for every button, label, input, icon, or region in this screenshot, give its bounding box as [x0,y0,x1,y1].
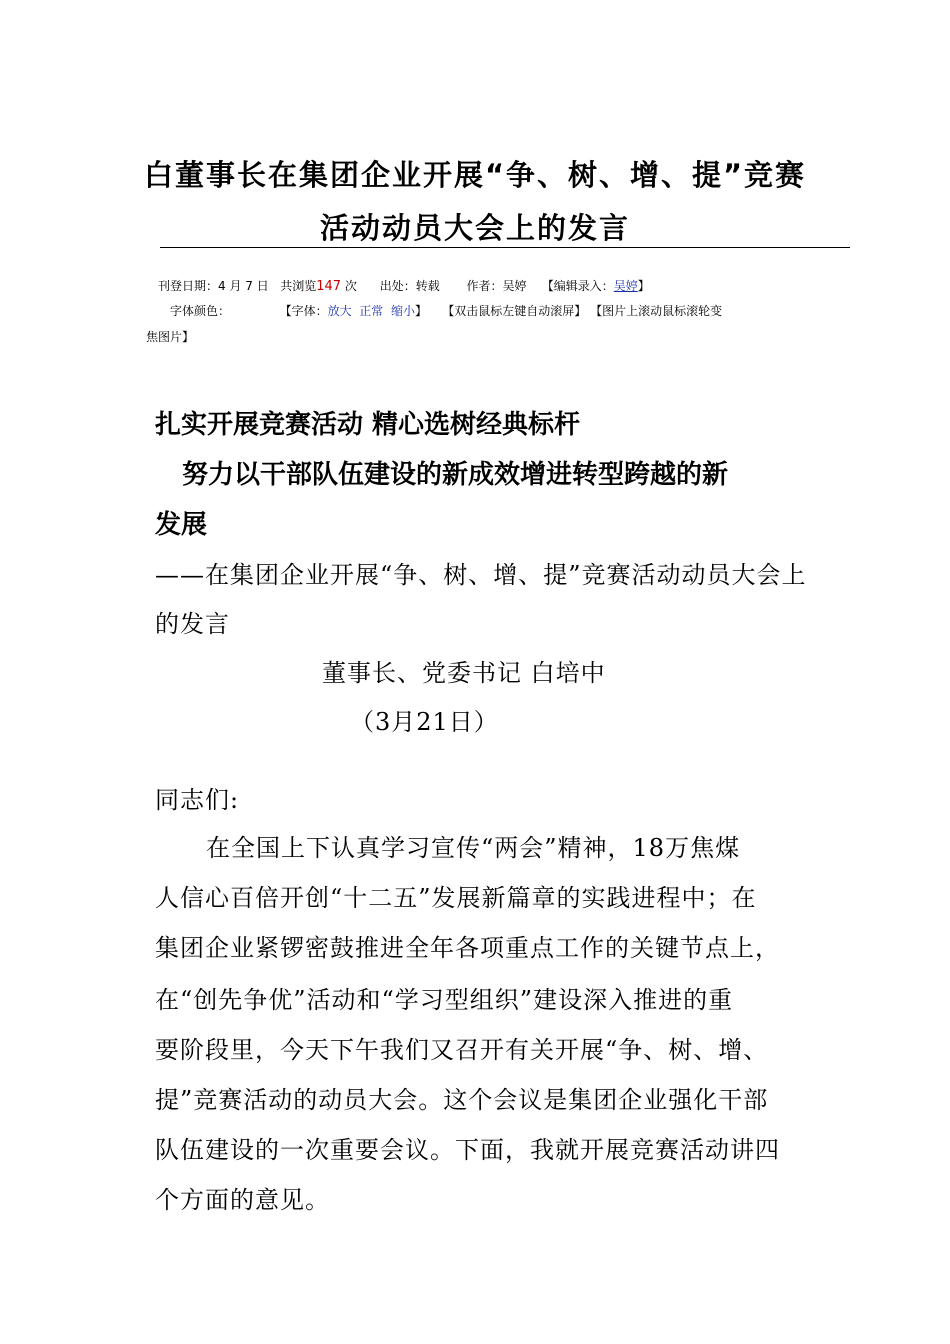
editor-prefix: 【编辑录入： [541,279,614,293]
views-unit: 次 [344,279,357,293]
publish-date-value: 4 月 7 日 [218,279,269,293]
article-title-line-2: 活动动员大会上的发言 [319,211,630,245]
title-divider [160,247,850,248]
font-normal-button[interactable]: 正常 [359,304,384,318]
editor-name-link[interactable]: 吴婷 [613,279,638,293]
image-zoom-hint-part2: 焦图片】 [146,330,195,344]
views-label: 共浏览 [280,279,317,293]
font-size-suffix: 】 [414,304,427,318]
speaker: 董事长、党委书记 白培中 [322,659,606,687]
subheading-line-3: 发展 [155,510,208,540]
paragraph-line: 提”竞赛活动的动员大会。这个会议是集团企业强化干部 [155,1086,769,1114]
author-label: 作者：吴婷 [466,279,527,293]
publish-date-label: 刊登日期： [158,279,219,293]
paragraph-line: 个方面的意见。 [155,1186,330,1214]
source-label: 出处：转载 [379,279,440,293]
autoscroll-hint: 【双击鼠标左键自动滚屏】 [442,304,587,318]
subheading-line-1: 扎实开展竞赛活动 精心选树经典标杆 [155,410,581,440]
subheading-line-2: 努力以干部队伍建设的新成效增进转型跨越的新 [182,460,729,490]
paragraph-line: 集团企业紧锣密鼓推进全年各项重点工作的关键节点上， [155,934,780,962]
paragraph-line: 在“创先争优”活动和“学习型组织”建设深入推进的重 [155,986,734,1014]
paragraph-line: 队伍建设的一次重要会议。下面，我就开展竞赛活动讲四 [155,1136,780,1164]
article-title-line-1: 白董事长在集团企业开展“争、树、增、提”竞赛 [143,158,807,192]
meta-row-2 [170,303,722,319]
editor-suffix: 】 [637,279,650,293]
speech-date: （3月21日） [350,708,499,736]
font-color-label: 字体颜色： [170,304,231,318]
font-smaller-button[interactable]: 缩小 [390,304,415,318]
views-count: 147 [316,279,342,294]
paragraph-line: 要阶段里，今天下午我们又召开有关开展“争、树、增、 [155,1036,769,1064]
font-bigger-button[interactable]: 放大 [327,304,352,318]
meta-row-1 [158,278,650,295]
byline-line-1: ——在集团企业开展“争、树、增、提”竞赛活动动员大会上 [155,561,807,589]
greeting: 同志们: [155,786,240,814]
byline-line-2: 的发言 [155,610,230,638]
paragraph-line: 人信心百倍开创“十二五”发展新篇章的实践进程中；在 [155,884,757,912]
paragraph-line: 在全国上下认真学习宣传“两会”精神，18万焦煤 [206,834,741,862]
meta-row-3 [146,329,194,345]
font-size-prefix: 【字体： [279,304,328,318]
image-zoom-hint-part1: 【图片上滚动鼠标滚轮变 [590,304,723,318]
